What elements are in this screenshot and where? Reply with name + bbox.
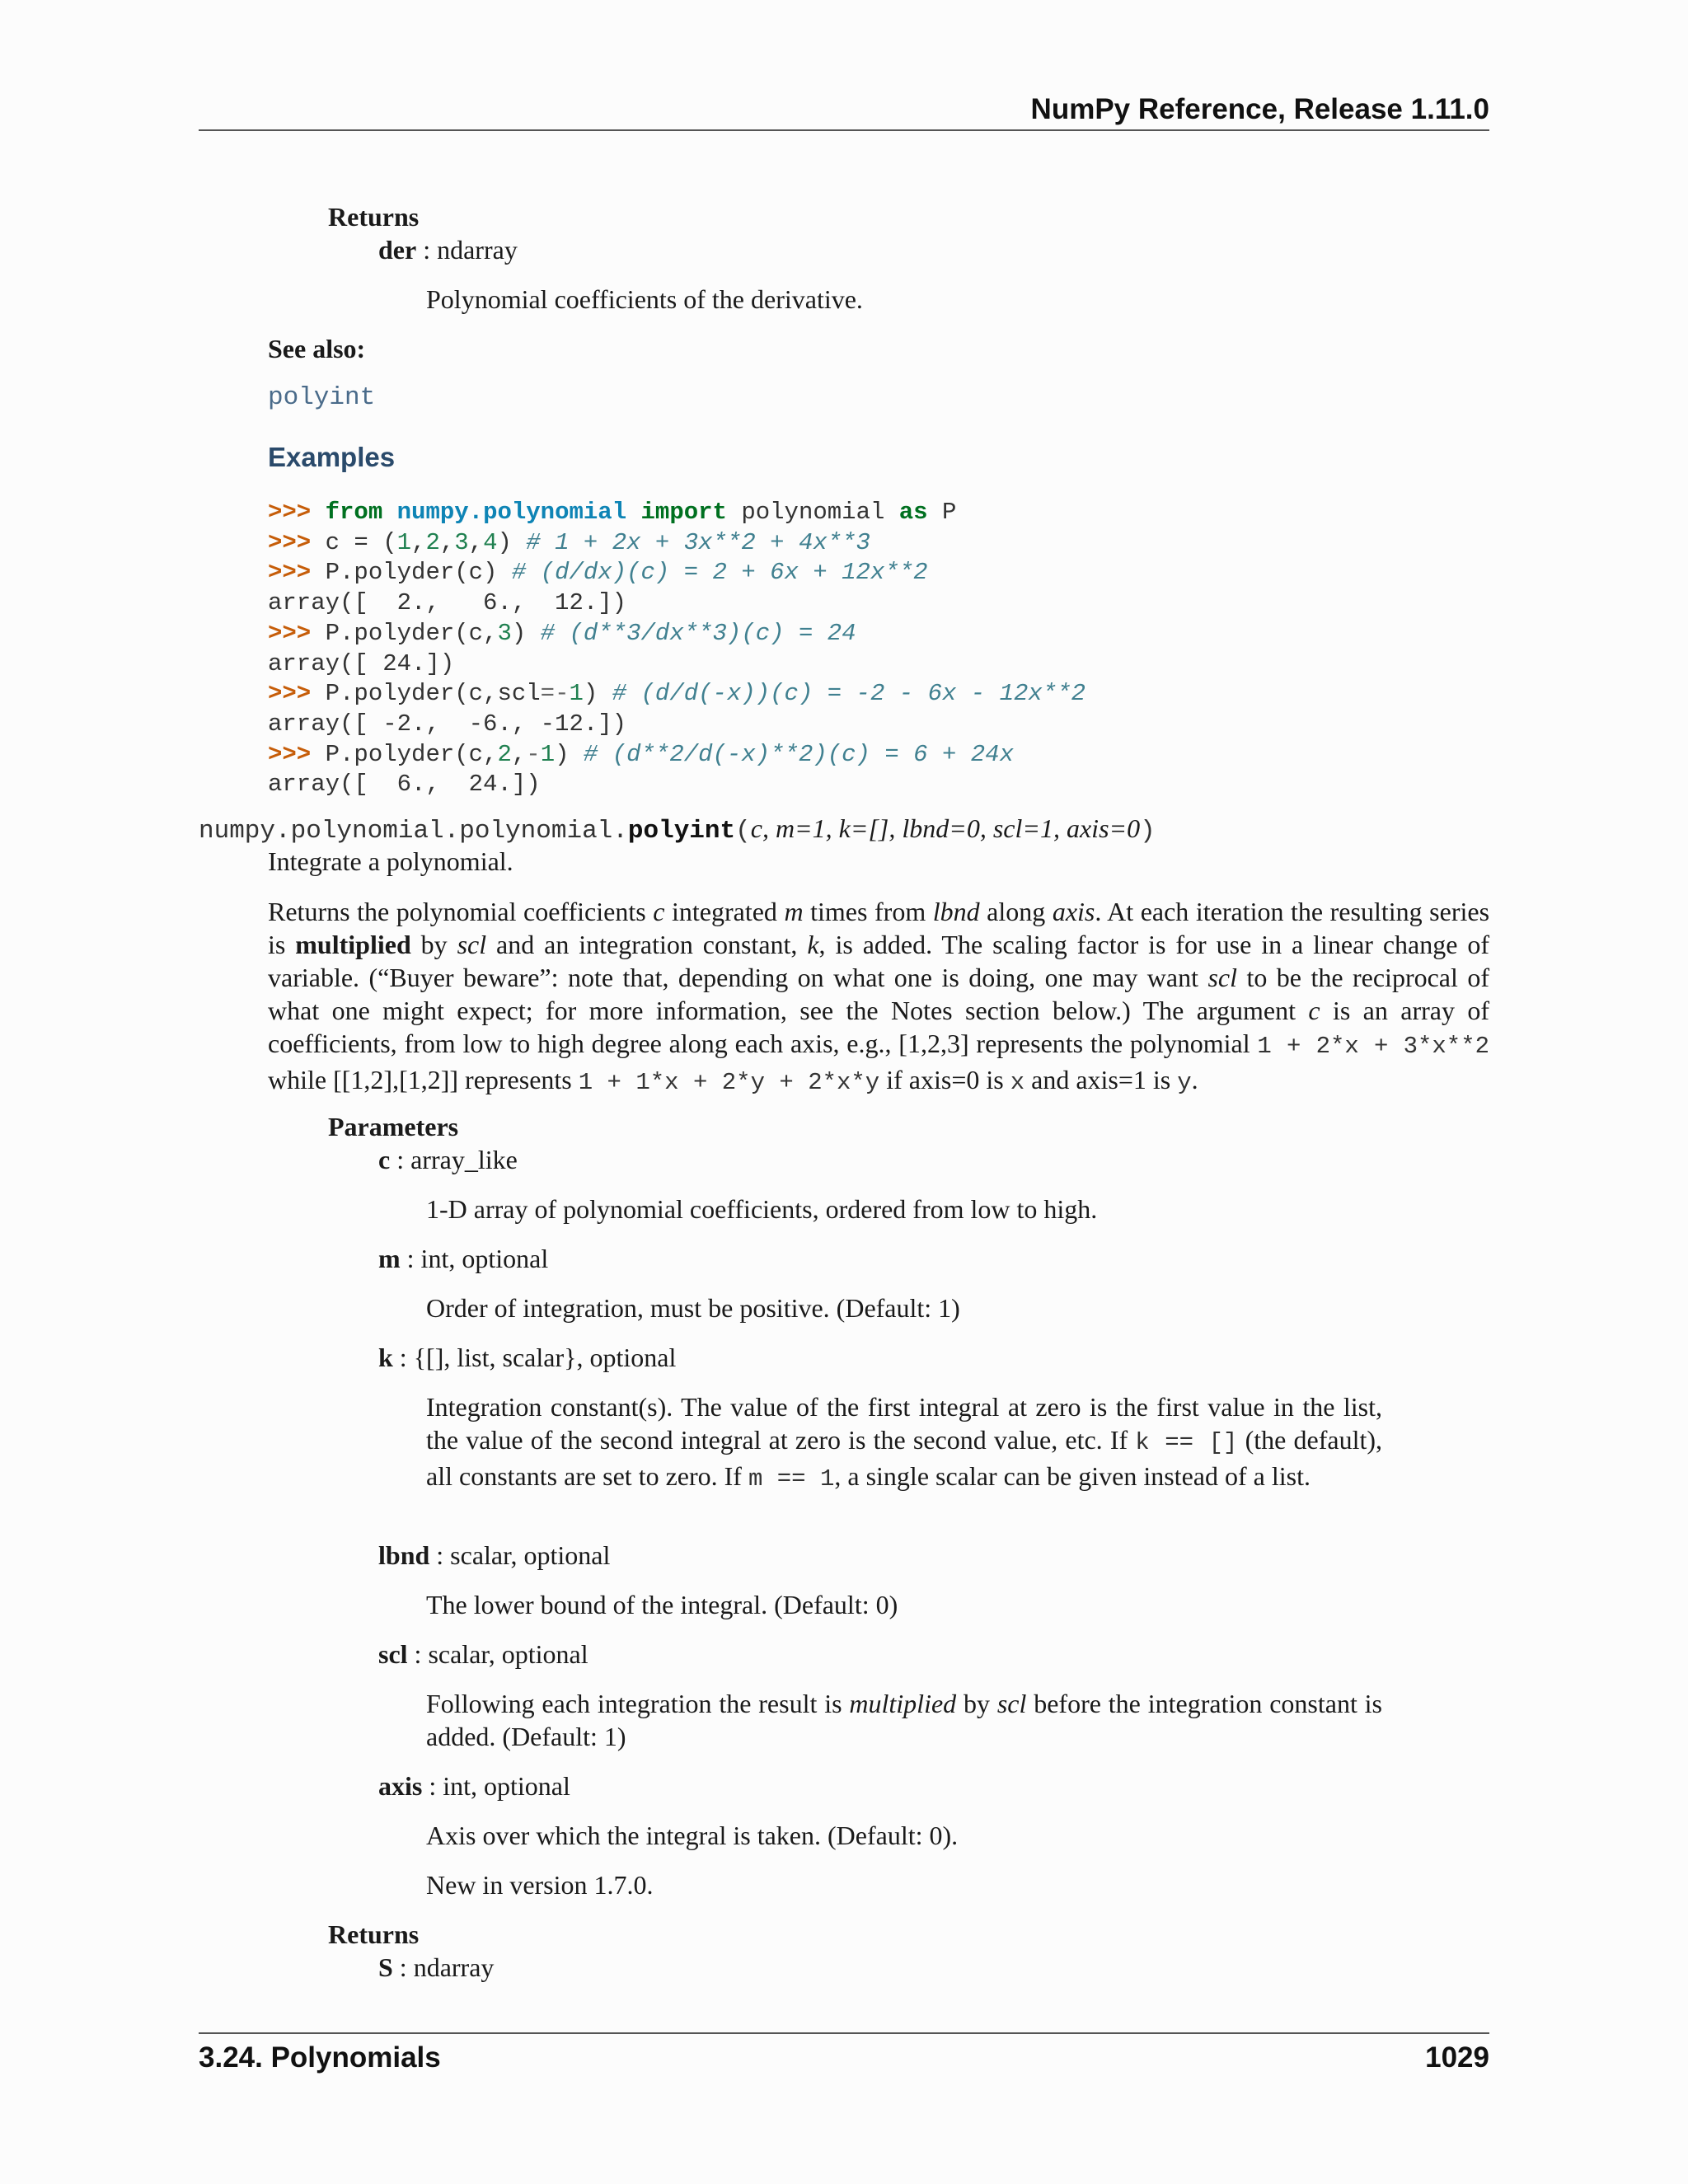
returns-label: Returns [328, 202, 420, 232]
code-output: array([ 2., 6., 12.]) [268, 589, 627, 617]
param-scl-description: Following each integration the result is multiplied by scl before the integration constant is added. (Default: 1) [426, 1689, 1383, 1751]
param-axis-description: Axis over which the integral is taken. (Default: 0). [426, 1821, 959, 1850]
param-scl-header: scl : scalar, optional [378, 1639, 588, 1669]
param-m-description: Order of integration, must be positive. (Default: 1) [426, 1293, 960, 1323]
code-output: array([ -2., -6., -12.]) [268, 710, 627, 738]
param-k-description: Integration constant(s). The value of the first integral at zero is the first value in the list, the value of the second integral at zero is the second value, etc. If k == [] (the default), all constants are set to zero. If m == 1, a single scalar can be given instead of a list. [426, 1392, 1383, 1493]
param-k-header: k : {[], list, scalar}, optional [378, 1343, 677, 1372]
return-entry-polyint: S : ndarray [378, 1952, 495, 1982]
footer-section: 3.24. Polynomials [199, 2041, 441, 2074]
return-sep: : [416, 235, 438, 265]
code-line: >>> P.polyder(c,2,-1) # (d**2/d(-x)**2)(c) = 6 + 24x [268, 740, 1014, 768]
param-lbnd-description: The lower bound of the integral. (Default: 0) [426, 1590, 898, 1619]
code-example-block [268, 498, 1085, 800]
code-line: >>> P.polyder(c) # (d/dx)(c) = 2 + 6x + 12x**2 [268, 559, 928, 587]
code-output: array([ 6., 24.]) [268, 771, 541, 799]
function-name: polyint [627, 817, 736, 846]
parameters-label: Parameters [328, 1112, 459, 1141]
return-name: der [378, 235, 417, 265]
page-number: 1029 [1425, 2041, 1489, 2074]
returns-label-polyint: Returns [328, 1919, 420, 1949]
param-m-header: m : int, optional [378, 1244, 549, 1273]
return-description: Polynomial coefficients of the derivative. [426, 284, 863, 314]
see-also-label: See also: [268, 334, 366, 363]
footer-rule [199, 2032, 1489, 2034]
code-output: array([ 24.]) [268, 649, 455, 677]
param-lbnd-header: lbnd : scalar, optional [378, 1540, 611, 1570]
header-rule [199, 129, 1489, 131]
code-line: >>> P.polyder(c,scl=-1) # (d/d(-x))(c) = -2 - 6x - 12x**2 [268, 680, 1085, 708]
param-axis-header: axis : int, optional [378, 1771, 570, 1801]
return-entry [378, 233, 518, 266]
see-also-link-polyint[interactable]: polyint [268, 383, 376, 412]
code-line: >>> c = (1,2,3,4) # 1 + 2x + 3x**2 + 4x**3 [268, 528, 870, 556]
param-c-description: 1-D array of polynomial coefficients, ordered from low to high. [426, 1194, 1098, 1224]
version-note: New in version 1.7.0. [426, 1870, 654, 1900]
param-c-header: c : array_like [378, 1145, 518, 1174]
return-type: ndarray [437, 235, 518, 265]
module-path: numpy.polynomial.polynomial. [199, 817, 628, 846]
function-summary: Integrate a polynomial. [268, 846, 513, 876]
code-line: >>> from numpy.polynomial import polynomial as P [268, 499, 957, 526]
code-line: >>> P.polyder(c,3) # (d**3/dx**3)(c) = 24 [268, 619, 856, 647]
signature-params: c, m=1, k=[], lbnd=0, scl=1, axis=0 [750, 813, 1141, 843]
function-description: Returns the polynomial coefficients c integrated m times from lbnd along axis. At each iteration the resulting series is multiplied by scl and an integration constant, k, is added. The scaling factor is for use in a linear change of variable. (“Buyer beware”: note that, depending on what one is doing, one may want scl to be the reciprocal of what one might expect; for more information, see the Notes section below.) The argument c is an array of coefficients, from low to high degree along each axis, e.g., [1,2,3] represents the polynomial 1 + 2*x + 3*x**2 while [[1,2],[1,2]] represents 1 + 1*x + 2*y + 2*x*y if axis=0 is x and axis=1 is y. [268, 897, 1490, 1096]
function-signature: numpy.polynomial.polynomial.polyint(c, m=1, k=[], lbnd=0, scl=1, axis=0) [199, 813, 1156, 846]
examples-heading: Examples [268, 442, 396, 472]
running-header: NumPy Reference, Release 1.11.0 [1030, 93, 1489, 125]
